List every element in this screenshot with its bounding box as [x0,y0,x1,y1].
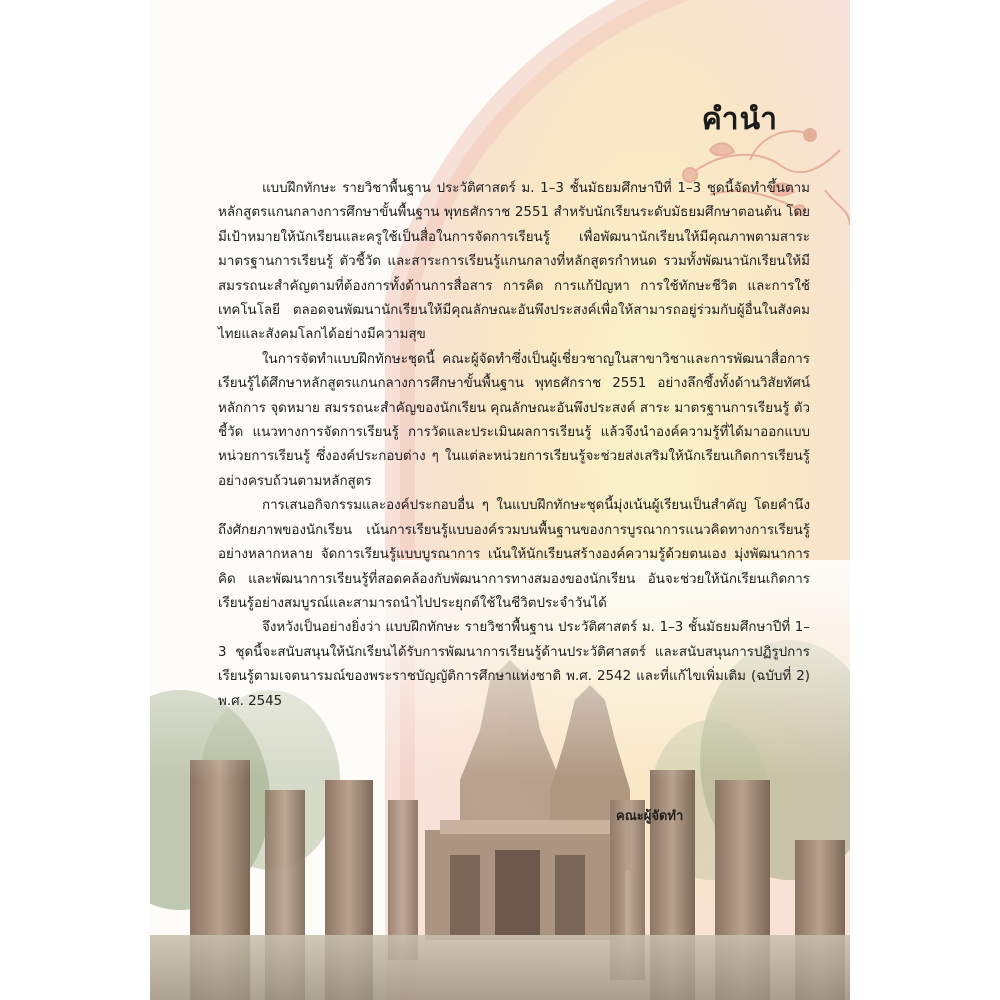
document-page [150,0,850,1000]
body-text [218,177,810,714]
page-title: คำนำ [701,102,778,137]
paragraph-2: ในการจัดทำแบบฝึกทักษะชุดนี้ คณะผู้จัดทำซึ่งเป็นผู้เชี่ยวชาญในสาขาวิชาและการพัฒนาสื่อการเรียนรู้ได้ศึกษาหลักสูตรแกนกลางการศึกษาขั้นพื้นฐาน พุทธศักราช 2551 อย่างลึกซึ้งทั้งด้านวิสัยทัศน์ หลักการ จุดหมาย สมรรถนะสำคัญของนักเรียน คุณลักษณะอันพึงประสงค์ สาระ มาตรฐานการเรียนรู้ ตัวชี้วัด แนวทางการจัดการเรียนรู้ การวัดและประเมินผลการเรียนรู้ แล้วจึงนำองค์ความรู้ที่ได้มาออกแบบหน่วยการเรียนรู้ ซึ่งองค์ประกอบต่าง ๆ ในแต่ละหน่วยการเรียนรู้จะช่วยส่งเสริมให้นักเรียนเกิดการเรียนรู้อย่างครบถ้วนตามหลักสูตร [218,351,810,489]
paragraph-3: การเสนอกิจกรรมและองค์ประกอบอื่น ๆ ในแบบฝึกทักษะชุดนี้มุ่งเน้นผู้เรียนเป็นสำคัญ โดยคำนึงถึงศักยภาพของนักเรียน เน้นการเรียนรู้แบบองค์รวมบนพื้นฐานของการบูรณาการแนวคิดทางการเรียนรู้อย่างหลากหลาย จัดการเรียนรู้แบบบูรณาการ เน้นให้นักเรียนสร้างองค์ความรู้ด้วยตนเอง มุ่งพัฒนาการคิด และพัฒนาการเรียนรู้ที่สอดคล้องกับพัฒนาการทางสมองของนักเรียน อันจะช่วยให้นักเรียนเกิดการเรียนรู้อย่างสมบูรณ์และสามารถนำไปประยุกต์ใช้ในชีวิตประจำวันได้ [218,498,810,611]
signature: คณะผู้จัดทำ [616,809,684,824]
paragraph-4: จึงหวังเป็นอย่างยิ่งว่า แบบฝึกทักษะ รายวิชาพื้นฐาน ประวัติศาสตร์ ม. 1–3 ชั้นมัธยมศึกษาปีที่ 1–3 ชุดนี้จะสนับสนุนให้นักเรียนได้รับการพัฒนาการเรียนรู้ด้านประวัติศาสตร์ และสนับสนุนการปฏิรูปการเรียนรู้ตามเจตนารมณ์ของพระราชบัญญัติการศึกษาแห่งชาติ พ.ศ. 2542 และที่แก้ไขเพิ่มเติม (ฉบับที่ 2) พ.ศ. 2545 [218,620,810,709]
paragraph-1: แบบฝึกทักษะ รายวิชาพื้นฐาน ประวัติศาสตร์ ม. 1–3 ชั้นมัธยมศึกษาปีที่ 1–3 ชุดนี้จัดทำขึ้นตามหลักสูตรแกนกลางการศึกษาขั้นพื้นฐาน พุทธศักราช 2551 สำหรับนักเรียนระดับมัธยมศึกษาตอนต้น โดยมีเป้าหมายให้นักเรียนและครูใช้เป็นสื่อในการจัดการเรียนรู้ เพื่อพัฒนานักเรียนให้มีคุณภาพตามสาระ มาตรฐานการเรียนรู้ ตัวชี้วัด และสาระการเรียนรู้แกนกลางที่หลักสูตรกำหนด รวมทั้งพัฒนานักเรียนให้มีสมรรถนะสำคัญตามที่ต้องการทั้งด้านการสื่อสาร การคิด การแก้ปัญหา การใช้ทักษะชีวิต และการใช้เทคโนโลยี ตลอดจนพัฒนานักเรียนให้มีคุณลักษณะอันพึงประสงค์เพื่อให้สามารถอยู่ร่วมกับผู้อื่นในสังคมไทยและสังคมโลกได้อย่างมีความสุข [218,181,810,343]
